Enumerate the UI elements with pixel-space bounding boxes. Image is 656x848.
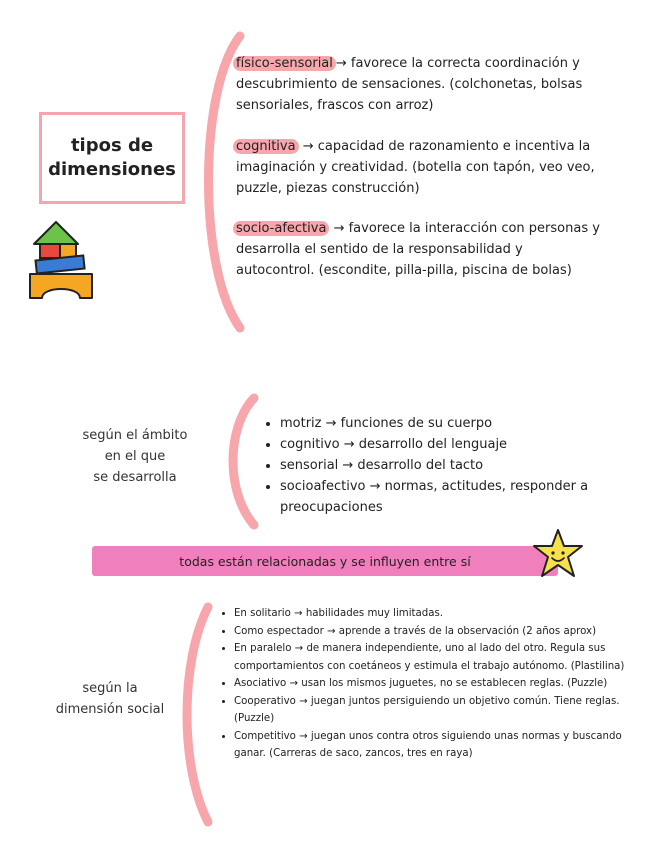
list-item: • Asociativo → usan los mismos juguetes, no se establecen reglas. (Puzzle) [234,675,636,693]
dimension-fisico-sensorial [236,53,628,116]
list-item: • Cooperativo → juegan juntos persiguiendo un objetivo común. Tiene reglas. (Puzzle) [234,693,636,728]
dimension-text: imaginación y creatividad. (botella con tapón, veo veo, [236,160,595,175]
list-item: • En paralelo → de manera independiente, uno al lado del otro. Regula sus comportamientos con coetáneos y estimula el trabajo autónomo. (Plastilina) [234,640,636,675]
list-item: • socioafectivo → normas, actitudes, responder a preocupaciones [280,476,622,518]
list-item: • cognitivo → desarrollo del lenguaje [280,434,622,455]
social-label-line: dimensión social [55,702,165,717]
social-list [216,605,636,763]
list-item: • sensorial → desarrollo del tacto [280,455,622,476]
dimension-text: → capacidad de razonamiento e incentiva la [298,139,591,154]
page-title [48,134,176,182]
list-item: • En solitario → habilidades muy limitadas. [234,605,636,623]
ambito-label-line: en el que [104,449,166,464]
dimension-text: autocontrol. (escondite, pilla-pilla, piscina de bolas) [236,263,572,278]
smiling-star-icon [530,526,586,584]
toy-blocks-icon [26,218,100,302]
bracket-ambito [222,393,262,531]
list-item: • Como espectador → aprende a través de la observación (2 años aprox) [234,623,636,641]
ambito-label [70,425,200,488]
dimension-label-highlight: físico-sensorial [233,56,336,71]
dimension-text: desarrolla el sentido de la responsabilidad y [236,242,523,257]
bracket-social [178,602,218,828]
relation-banner [92,546,558,576]
dimension-label-highlight: socio-afectiva [233,221,329,236]
dimension-socio-afectiva [236,218,628,281]
dimension-label-highlight: cognitiva [233,139,299,154]
dimension-text: sensoriales, frascos con arroz) [236,98,434,113]
dimension-text: puzzle, piezas construcción) [236,181,420,196]
banner-text: todas están relacionadas y se influyen entre sí [179,553,471,569]
dimension-text: descubrimiento de sensaciones. (colchonetas, bolsas [236,77,583,92]
ambito-label-line: según el ámbito [82,428,188,443]
dimension-text: → favorece la interacción con personas y [329,221,600,236]
ambito-list [262,413,622,518]
social-label [40,678,180,720]
title-line-1: tipos de [70,135,154,156]
dimension-cognitiva [236,136,628,199]
title-box [39,112,185,204]
ambito-label-line: se desarrolla [93,470,177,485]
title-line-2: dimensiones [48,159,176,180]
social-label-line: según la [82,681,138,696]
list-item: • Competitivo → juegan unos contra otros siguiendo unas normas y buscando ganar. (Carreras de saco, zancos, tres en raya) [234,728,636,763]
list-item: • motriz → funciones de su cuerpo [280,413,622,434]
dimension-text: → favorece la correcta coordinación y [335,56,580,71]
